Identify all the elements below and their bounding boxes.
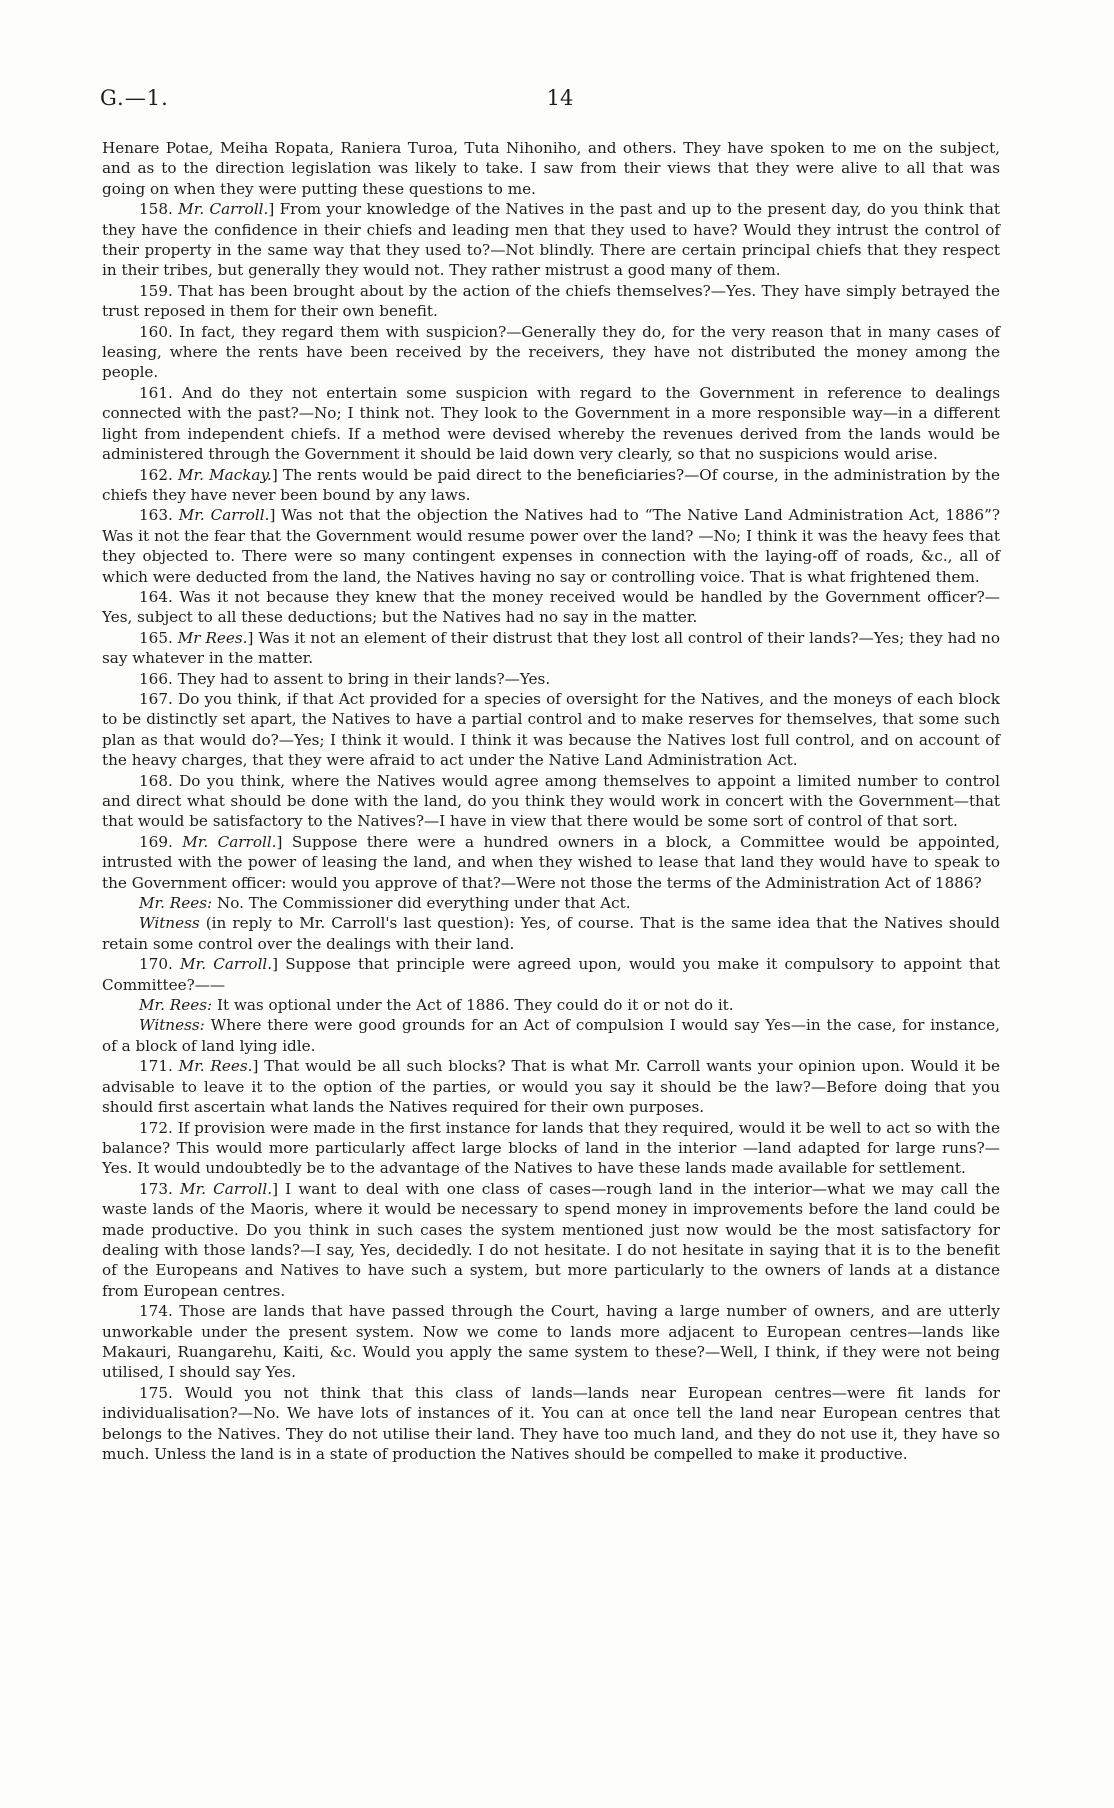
speaker-name: Mr. Carroll. [178, 506, 270, 525]
question-number: 174. [139, 1302, 180, 1321]
paragraph-text: ] Was not that the objection the Natives had to “The Native Land Administration Act, 1886”? Was it not the fear that the Government would resume power over the land? —No; I think it was the heavy fees that they objected to. There were so many contingent expenses in connection with the laying-off of roads, &c., all of which were deducted from the land, the Natives having no say or controlling voice. That is what frightened them. [102, 506, 1000, 586]
question-paragraph [102, 1179, 1000, 1301]
speaker-name: Mr. Carroll. [182, 832, 277, 851]
document-reference: G.—1. [100, 86, 169, 110]
paragraph-text: Those are lands that have passed through the Court, having a large number of owners, and are utterly unworkable under the present system. Now we come to lands more adjacent to European centres—lands like Makauri, Ruangarehu, Kaiti, &c. Would you apply the same system to these?—Well, I think, if they were not being utilised, I should say Yes. [102, 1302, 1000, 1382]
paragraph-text: ] From your knowledge of the Natives in the past and up to the present day, do you think that they have the confidence in their chiefs and leading men that they used to have? Would they intrust the control of their property in the same way that they used to?—Not blindly. There are certain principal chiefs that they respect in their tribes, but generally they would not. They rather mistrust a good many of them. [102, 200, 1000, 280]
question-number: 169. [139, 832, 183, 851]
paragraph-text: It was optional under the Act of 1886. They could do it or not do it. [212, 996, 734, 1015]
paragraph-text: If provision were made in the first instance for lands that they required, would it be well to act so with the balance? This would more particularly affect large blocks of land in the interior —land adapted for large runs?—Yes. It would undoubtedly be to the advantage of the Natives to have these lands made available for settlement. [102, 1118, 1000, 1178]
question-paragraph [102, 322, 1000, 383]
remark-paragraph [102, 1015, 1000, 1056]
question-number: 168. [139, 771, 180, 790]
question-number: 162. [139, 465, 178, 484]
speaker-name: Mr. Rees: [139, 894, 213, 913]
question-number: 165. [139, 628, 178, 647]
paragraph-text: ] Was it not an element of their distrust that they lost all control of their lands?—Yes; they had no say whatever in the matter. [102, 628, 1001, 668]
question-number: 166. [139, 669, 178, 688]
question-paragraph [102, 1118, 1000, 1179]
paragraph-text: They had to assent to bring in their lands?—Yes. [177, 669, 551, 688]
question-number: 167. [139, 689, 179, 708]
question-paragraph [102, 954, 1000, 995]
paragraph-text: ] Suppose there were a hundred owners in a block, a Committee would be appointed, intrusted with the power of leasing the land, and when they wished to lease that land they would have to speak to the Government officer: would you approve of that?—Were not those the terms of the Administration Act of 1886? [102, 832, 1000, 892]
question-paragraph [102, 1056, 1000, 1117]
page-number: 14 [546, 86, 574, 110]
question-number: 159. [139, 281, 179, 300]
paragraph-text: That has been brought about by the action of the chiefs themselves?—Yes. They have simply betrayed the trust reposed in them for their own benefit. [102, 281, 1000, 321]
question-paragraph [102, 1301, 1000, 1383]
speaker-name: Mr Rees. [177, 628, 248, 647]
question-number: 170. [139, 955, 181, 974]
question-paragraph [102, 199, 1000, 281]
paragraph-text: Would you not think that this class of lands—lands near European centres—were fit lands for individualisation?—No. We have lots of instances of it. You can at once tell the land near European centres that belongs to the Natives. They do not utilise their land. They have too much land, and they do not use it, they have so much. Unless the land is in a state of production the Natives should be compelled to make it productive. [102, 1383, 1000, 1463]
question-paragraph [102, 771, 1000, 832]
paragraph-text: Do you think, if that Act provided for a species of oversight for the Natives, and the moneys of each block to be distinctly set apart, the Natives to have a partial control and to make reserves for themselves, that some such plan as that would do?—Yes; I think it would. I think it was because the Natives lost full control, and on account of the heavy charges, that they were afraid to act under the Native Land Administration Act. [102, 689, 1000, 770]
question-paragraph [102, 628, 1000, 669]
paragraph-text: Do you think, where the Natives would agree among themselves to appoint a limited number to control and direct what should be done with the land, do you think they would work in concert with the Government—that that would be satisfactory to the Natives?—I have in view that there would be some sort of control of that sort. [102, 771, 1000, 831]
paragraph-text: In fact, they regard them with suspicion?—Generally they do, for the very reason that in many cases of leasing, where the rents have been received by the receivers, they have not distributed the money among the people. [102, 322, 1000, 382]
question-number: 175. [139, 1383, 185, 1402]
paragraph-text: ] The rents would be paid direct to the beneficiaries?—Of course, in the administration by the chiefs they have never been bound by any laws. [102, 465, 1000, 504]
question-number: 172. [139, 1118, 178, 1137]
question-paragraph [102, 832, 1000, 893]
question-paragraph [102, 281, 1000, 322]
document-body [102, 138, 1000, 1464]
remark-paragraph [102, 913, 1000, 954]
paragraph-text: ] I want to deal with one class of cases—rough land in the interior—what we may call the waste lands of the Maoris, where it would be necessary to spend money in improvements before the land could be made productive. Do you think in such cases the system mentioned just now would be the most satisfactory for dealing with those lands?—I say, Yes, decidedly. I do not hesitate. I do not hesitate in saying that it is to the benefit of the Europeans and Natives to have such a system, but more particularly to the owners of lands at a distance from European centres. [102, 1179, 1000, 1300]
question-number: 173. [139, 1179, 181, 1198]
question-number: 164. [139, 587, 180, 606]
question-number: 161. [139, 383, 182, 402]
speaker-name: Mr. Carroll. [178, 200, 269, 219]
paragraph-text: And do they not entertain some suspicion with regard to the Government in reference to dealings connected with the past?—No; I think not. They look to the Government in a more responsible way—in a different light from independent chiefs. If a method were devised whereby the revenues derived from the lands would be administered through the Government it should be laid down very clearly, so that no suspicions would arise. [102, 383, 1000, 464]
question-paragraph [102, 505, 1000, 587]
question-number: 158. [139, 200, 179, 219]
speaker-name: Mr. Rees: [139, 996, 213, 1015]
remark-paragraph [102, 893, 1000, 913]
speaker-name: Mr. Carroll. [180, 955, 273, 974]
paragraph-text: No. The Commissioner did everything under that Act. [212, 894, 631, 913]
remark-paragraph [102, 995, 1000, 1015]
question-paragraph [102, 1383, 1000, 1465]
page-header [100, 86, 1020, 112]
question-paragraph [102, 689, 1000, 771]
question-paragraph [102, 587, 1000, 628]
speaker-name: Mr. Carroll. [180, 1179, 273, 1198]
speaker-name: Witness: [139, 1016, 205, 1035]
question-number: 163. [139, 506, 179, 525]
paragraph-text: Where there were good grounds for an Act of compulsion I would say Yes—in the case, for instance, of a block of land lying idle. [102, 1016, 1000, 1055]
question-paragraph [102, 465, 1000, 506]
paragraph-text: Henare Potae, Meiha Ropata, Raniera Turoa, Tuta Nihoniho, and others. They have spoken to me on the subject, and as to the direction legislation was likely to take. I saw from their views that they were alive to all that was going on when they were putting these questions to me. [102, 139, 1000, 198]
speaker-name: Witness [139, 914, 200, 933]
question-paragraph [102, 383, 1000, 465]
question-paragraph [102, 669, 1000, 689]
speaker-name: Mr. Rees. [178, 1057, 253, 1076]
paragraph-text: (in reply to Mr. Carroll's last question): Yes, of course. That is the same idea that the Natives should retain some control over the dealings with their land. [102, 914, 1000, 953]
continued-paragraph [102, 138, 1000, 199]
paragraph-text: Was it not because they knew that the money received would be handled by the Government officer?—Yes, subject to all these deductions; but the Natives had no say in the matter. [102, 587, 1000, 627]
paragraph-text: ] Suppose that principle were agreed upon, would you make it compulsory to appoint that Committee?—— [102, 955, 1000, 994]
paragraph-text: ] That would be all such blocks? That is what Mr. Carroll wants your opinion upon. Would it be advisable to leave it to the option of the parties, or would you say it should be the law?—Before doing that you should first ascertain what lands the Natives required for their own purposes. [102, 1057, 1000, 1117]
speaker-name: Mr. Mackay. [177, 465, 272, 484]
question-number: 160. [139, 322, 180, 341]
question-number: 171. [139, 1057, 179, 1076]
